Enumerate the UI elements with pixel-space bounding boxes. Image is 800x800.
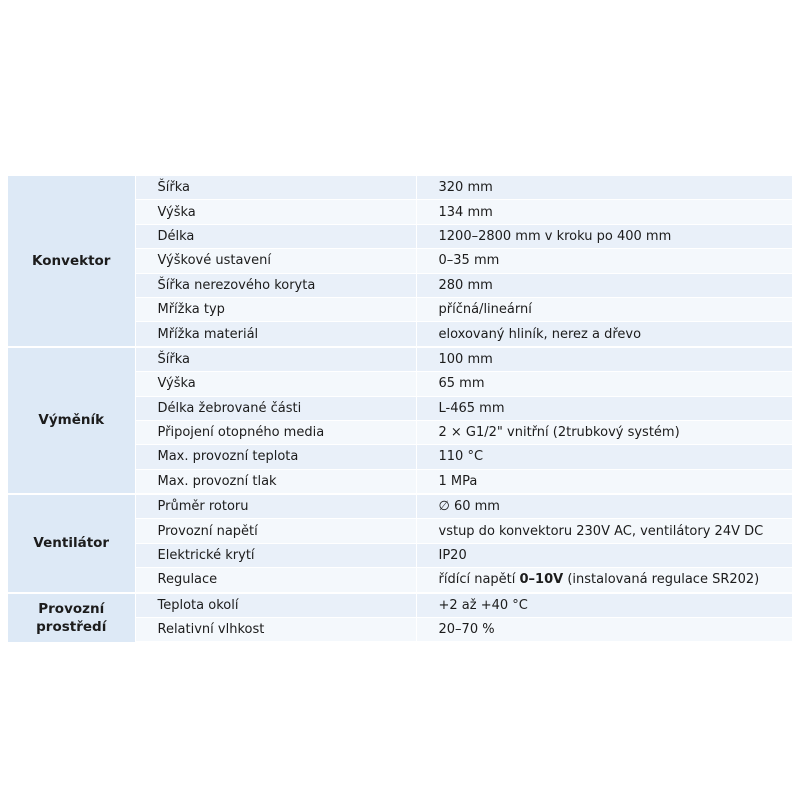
- param-value: 280 mm: [416, 273, 792, 297]
- param-value: 134 mm: [416, 200, 792, 224]
- param-label: Provozní napětí: [135, 519, 416, 543]
- value-prefix: řídící napětí: [438, 572, 520, 588]
- param-label: Výškové ustavení: [135, 249, 416, 273]
- table-row: [8, 494, 792, 519]
- param-label: Max. provozní teplota: [135, 445, 416, 469]
- group-label: [8, 593, 135, 642]
- table-row: [8, 593, 792, 618]
- group-provozni-prostredi: [8, 593, 792, 642]
- table-row: [8, 175, 792, 200]
- param-value: L-465 mm: [416, 396, 792, 420]
- param-label: Výška: [135, 372, 416, 396]
- param-value: IP20: [416, 543, 792, 567]
- param-value: +2 až +40 °C: [416, 593, 792, 618]
- param-label: Relativní vlhkost: [135, 618, 416, 642]
- param-label: Připojení otopného media: [135, 420, 416, 444]
- param-value: eloxovaný hliník, nerez a dřevo: [416, 322, 792, 347]
- param-label: Mřížka typ: [135, 297, 416, 321]
- param-label: Šířka: [135, 347, 416, 372]
- spec-table: [8, 174, 792, 642]
- group-vymenik: [8, 347, 792, 494]
- param-label: Šířka: [135, 175, 416, 200]
- param-value: 2 × G1/2" vnitřní (2trubkový systém): [416, 420, 792, 444]
- value-bold: 0–10V: [519, 572, 564, 588]
- group-label: Konvektor: [8, 175, 135, 347]
- param-label: Teplota okolí: [135, 593, 416, 618]
- param-value: 0–35 mm: [416, 249, 792, 273]
- param-label: Mřížka materiál: [135, 322, 416, 347]
- param-label: Délka: [135, 224, 416, 248]
- param-value: 20–70 %: [416, 618, 792, 642]
- param-label: Regulace: [135, 568, 416, 593]
- param-value: 1200–2800 mm v kroku po 400 mm: [416, 224, 792, 248]
- param-value: 1 MPa: [416, 469, 792, 494]
- group-label: Výměník: [8, 347, 135, 494]
- param-value: 320 mm: [416, 175, 792, 200]
- param-value: [416, 568, 792, 593]
- group-label-line1: Provozní: [38, 600, 105, 617]
- group-konvektor: [8, 175, 792, 347]
- value-suffix: (instalovaná regulace SR202): [563, 572, 760, 588]
- param-label: Elektrické krytí: [135, 543, 416, 567]
- param-value: příčná/lineární: [416, 297, 792, 321]
- param-value: ∅ 60 mm: [416, 494, 792, 519]
- param-value: 100 mm: [416, 347, 792, 372]
- group-ventilator: [8, 494, 792, 593]
- table-row: [8, 347, 792, 372]
- param-label: Šířka nerezového koryta: [135, 273, 416, 297]
- group-label: Ventilátor: [8, 494, 135, 593]
- param-value: 110 °C: [416, 445, 792, 469]
- param-label: Max. provozní tlak: [135, 469, 416, 494]
- group-label-line2: prostředí: [36, 618, 107, 635]
- param-value: vstup do konvektoru 230V AC, ventilátory 24V DC: [416, 519, 792, 543]
- param-value: 65 mm: [416, 372, 792, 396]
- param-label: Průměr rotoru: [135, 494, 416, 519]
- param-label: Výška: [135, 200, 416, 224]
- param-label: Délka žebrované části: [135, 396, 416, 420]
